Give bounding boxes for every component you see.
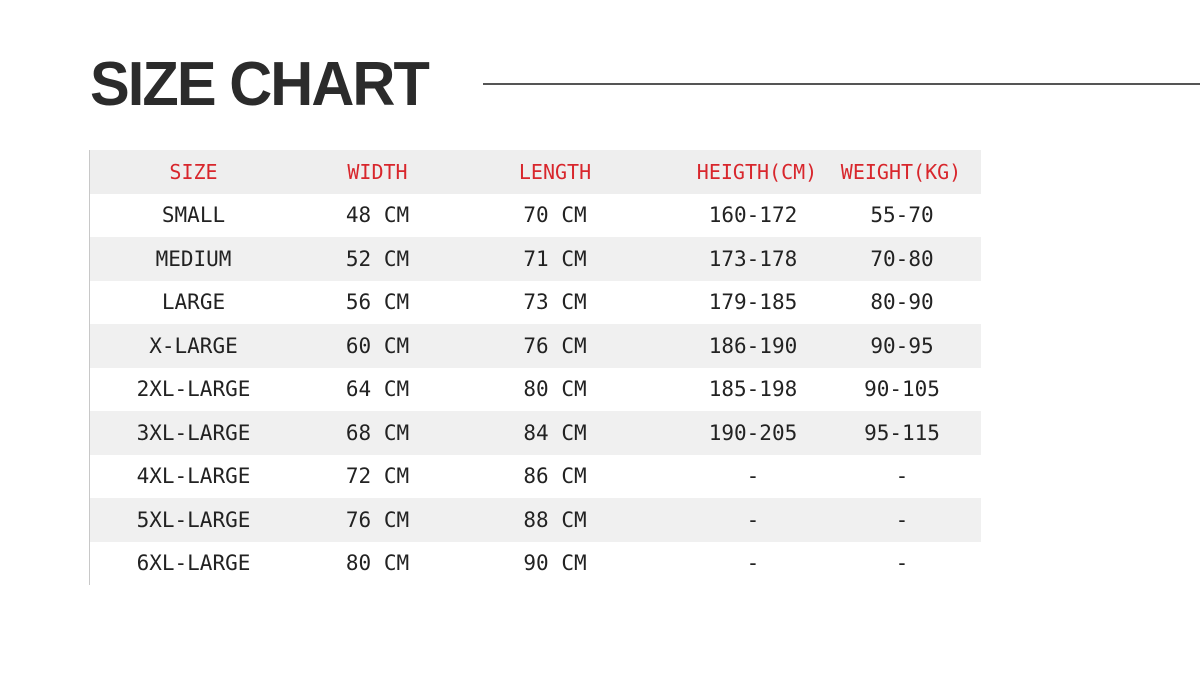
cell-width: 48 CM (345, 203, 410, 228)
cell-width: 76 CM (345, 507, 410, 532)
table-row (90, 324, 981, 368)
cell-length: 71 CM (523, 246, 587, 271)
cell-weight: - (895, 464, 909, 489)
cell-width: 52 CM (345, 246, 410, 271)
cell-width: 56 CM (345, 290, 410, 315)
cell-height: 185-198 (708, 377, 798, 402)
cell-length: 70 CM (523, 203, 587, 228)
cell-weight: - (895, 507, 909, 532)
table-row (90, 368, 981, 412)
table-row (90, 194, 981, 238)
header-height: HEIGTH(CM) (696, 159, 818, 184)
table-row (90, 542, 981, 586)
cell-width: 68 CM (345, 420, 410, 445)
cell-height: 179-185 (708, 290, 798, 315)
cell-width: 72 CM (345, 464, 410, 489)
header-width: WIDTH (347, 159, 408, 184)
table-row (90, 411, 981, 455)
cell-length: 76 CM (523, 333, 587, 358)
cell-length: 73 CM (523, 290, 587, 315)
cell-height: 190-205 (708, 420, 798, 445)
header-length: LENGTH (518, 159, 592, 184)
cell-size: 2XL-LARGE (136, 377, 251, 402)
cell-size: 4XL-LARGE (136, 464, 251, 489)
table-row (90, 281, 981, 325)
cell-size: LARGE (161, 290, 226, 315)
cell-size: MEDIUM (155, 246, 232, 271)
table-row (90, 237, 981, 281)
cell-weight: 90-95 (870, 333, 934, 358)
title-divider (483, 83, 1200, 85)
cell-weight: 55-70 (870, 203, 934, 228)
cell-width: 80 CM (345, 551, 410, 576)
cell-width: 60 CM (345, 333, 410, 358)
cell-size: 3XL-LARGE (136, 420, 251, 445)
cell-height: 160-172 (708, 203, 798, 228)
cell-weight: 80-90 (870, 290, 934, 315)
cell-size: X-LARGE (149, 333, 238, 358)
cell-width: 64 CM (345, 377, 410, 402)
cell-length: 86 CM (523, 464, 587, 489)
cell-size: SMALL (161, 203, 226, 228)
cell-height: 186-190 (708, 333, 798, 358)
cell-weight: 70-80 (870, 246, 934, 271)
table-header-row (90, 150, 981, 194)
cell-length: 80 CM (523, 377, 587, 402)
cell-weight: 95-115 (864, 420, 940, 445)
cell-weight: - (895, 551, 909, 576)
cell-height: - (746, 507, 760, 532)
header-weight: WEIGHT(KG) (840, 159, 962, 184)
cell-weight: 90-105 (864, 377, 940, 402)
table-row (90, 455, 981, 499)
cell-size: 5XL-LARGE (136, 507, 251, 532)
cell-height: 173-178 (708, 246, 798, 271)
size-table (89, 150, 981, 585)
cell-height: - (746, 551, 760, 576)
cell-length: 88 CM (523, 507, 587, 532)
header-size: SIZE (169, 159, 218, 184)
cell-height: - (746, 464, 760, 489)
cell-size: 6XL-LARGE (136, 551, 251, 576)
table-row (90, 498, 981, 542)
page-title: SIZE CHART (90, 50, 428, 119)
cell-length: 84 CM (523, 420, 587, 445)
cell-length: 90 CM (523, 551, 587, 576)
